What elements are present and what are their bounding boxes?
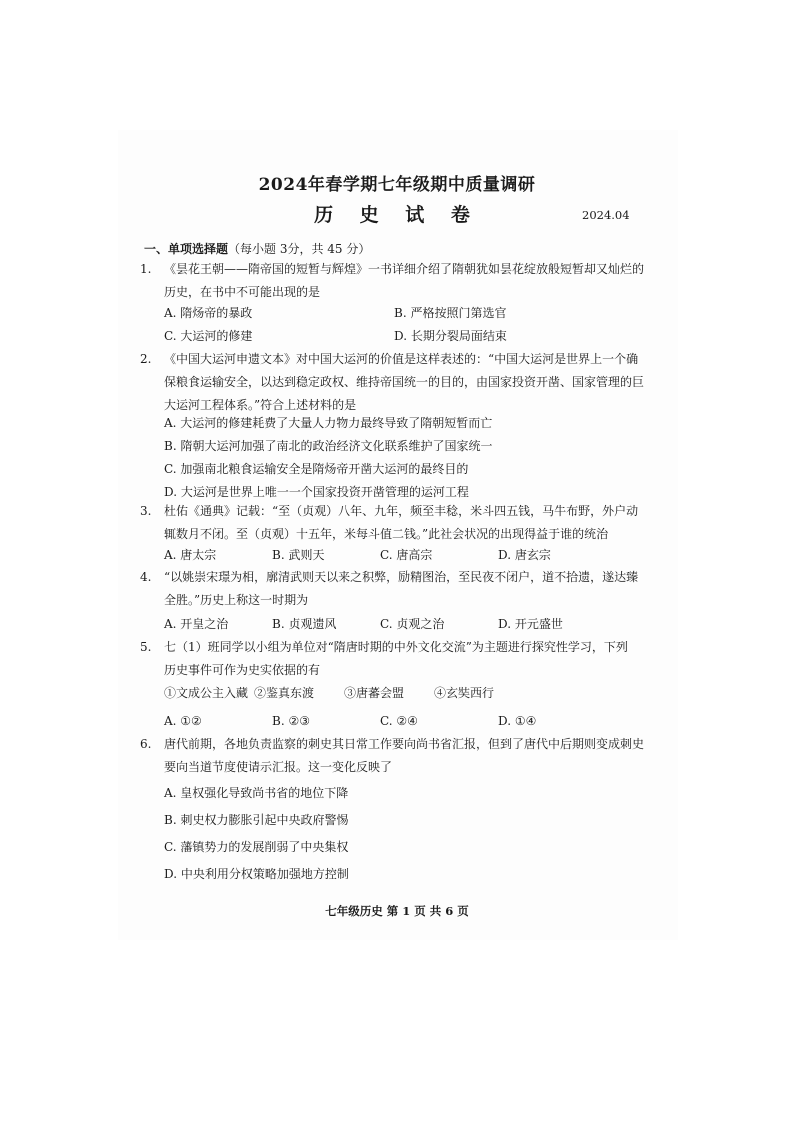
question-2 xyxy=(140,348,660,417)
option-d: D. 长期分裂局面结束 xyxy=(394,329,507,343)
question-5 xyxy=(140,636,660,682)
question-number: 3. xyxy=(140,504,152,518)
question-stem-line: 全胜。”历史上称这一时期为 xyxy=(164,593,309,607)
exam-title: 2024年春学期七年级期中质量调研 xyxy=(258,175,536,195)
option-a: A. 唐太宗 xyxy=(164,548,217,562)
option-b: B. 武则天 xyxy=(272,548,325,562)
option-a: A. 皇权强化导致尚书省的地位下降 xyxy=(164,786,349,800)
question-number: 2. xyxy=(140,352,152,366)
option-b: B. 刺史权力膨胀引起中央政府警惕 xyxy=(164,813,349,827)
question-stem-line: 杜佑《通典》记载：“至（贞观）八年、九年，频至丰稔，米斗四五钱，马牛布野，外户动 xyxy=(164,504,639,518)
option-a: A. 大运河的修建耗费了大量人力物力最终导致了隋朝短暂而亡 xyxy=(164,416,493,430)
question-stem-line: 保粮食运输安全，以达到稳定政权、维持帝国统一的目的，由国家投资开凿、国家管理的巨 xyxy=(164,375,645,389)
option-d: D. ①④ xyxy=(498,714,537,728)
page-footer: 七年级历史 第 1 页 共 6 页 xyxy=(325,904,469,918)
exam-subject: 历 史 试 卷 xyxy=(314,204,480,226)
option-a: A. 隋炀帝的暴政 xyxy=(164,306,253,320)
option-c: C. 加强南北粮食运输安全是隋炀帝开凿大运河的最终目的 xyxy=(164,462,469,476)
section-heading xyxy=(144,240,370,257)
question-number: 1. xyxy=(140,262,152,276)
question-stem-line: 《中国大运河申遗文本》对中国大运河的价值是这样表述的：“中国大运河是世界上一个确 xyxy=(164,352,639,366)
option-b: B. 严格按照门第选官 xyxy=(394,306,507,320)
exam-date: 2024.04 xyxy=(582,208,630,222)
source-item: ②鉴真东渡 xyxy=(254,686,315,700)
question-number: 5. xyxy=(140,640,152,654)
question-1 xyxy=(140,258,660,304)
question-2-options xyxy=(164,412,664,504)
question-stem-line: 历史事件可作为史实依据的有 xyxy=(164,663,321,677)
option-c: C. 藩镇势力的发展削弱了中央集权 xyxy=(164,840,349,854)
section-label: 一、单项选择题 xyxy=(144,242,229,256)
question-3-options xyxy=(164,544,664,567)
question-1-options xyxy=(164,302,664,348)
question-stem-line: “以姚崇宋璟为相，廓清武则天以来之积弊，励精图治，至民夜不闭户，道不拾遗，遂达臻 xyxy=(164,570,639,584)
question-number: 6. xyxy=(140,737,152,751)
option-c: C. 唐高宗 xyxy=(380,548,433,562)
option-b: B. ②③ xyxy=(272,714,310,728)
question-5-sources xyxy=(164,684,524,701)
option-a: A. ①② xyxy=(164,714,202,728)
question-stem-line: 《昙花王朝——隋帝国的短暂与辉煌》一书详细介绍了隋朝犹如昙花绽放般短暂却又灿烂的 xyxy=(164,262,645,276)
option-c: C. ②④ xyxy=(380,714,418,728)
question-stem-line: 历史，在书中不可能出现的是 xyxy=(164,285,321,299)
question-5-options xyxy=(164,710,664,733)
question-number: 4. xyxy=(140,570,152,584)
question-4 xyxy=(140,566,660,612)
option-c: C. 贞观之治 xyxy=(380,617,445,631)
source-item: ③唐蕃会盟 xyxy=(344,686,405,700)
question-stem-line: 要向当道节度使请示汇报。这一变化反映了 xyxy=(164,760,393,774)
option-d: D. 大运河是世界上唯一一个国家投资开凿管理的运河工程 xyxy=(164,485,469,499)
question-6-options xyxy=(164,780,664,888)
question-6 xyxy=(140,733,660,779)
source-item: ①文成公主入藏 xyxy=(164,686,249,700)
option-d: D. 开元盛世 xyxy=(498,617,563,631)
option-a: A. 开皇之治 xyxy=(164,617,229,631)
option-b: B. 贞观遗风 xyxy=(272,617,337,631)
question-stem-line: 唐代前期，各地负责监察的刺史其日常工作要向尚书省汇报，但到了唐代中后期则变成刺史 xyxy=(164,737,645,751)
option-c: C. 大运河的修建 xyxy=(164,329,253,343)
option-b: B. 隋朝大运河加强了南北的政治经济文化联系维护了国家统一 xyxy=(164,439,493,453)
option-d: D. 唐玄宗 xyxy=(498,548,551,562)
question-3 xyxy=(140,500,660,546)
question-stem-line: 大运河工程体系。”符合上述材料的是 xyxy=(164,398,357,412)
question-stem-line: 七（1）班同学以小组为单位对“隋唐时期的中外文化交流”为主题进行探究性学习，下列 xyxy=(164,640,628,654)
source-item: ④玄奘西行 xyxy=(434,686,495,700)
option-d: D. 中央利用分权策略加强地方控制 xyxy=(164,867,349,881)
section-note: （每小题 3分，共 45 分） xyxy=(228,242,371,256)
question-4-options xyxy=(164,613,664,636)
question-stem-line: 辄数月不闭。至（贞观）十五年，米每斗值二钱。”此社会状况的出现得益于谁的统治 xyxy=(164,527,609,541)
